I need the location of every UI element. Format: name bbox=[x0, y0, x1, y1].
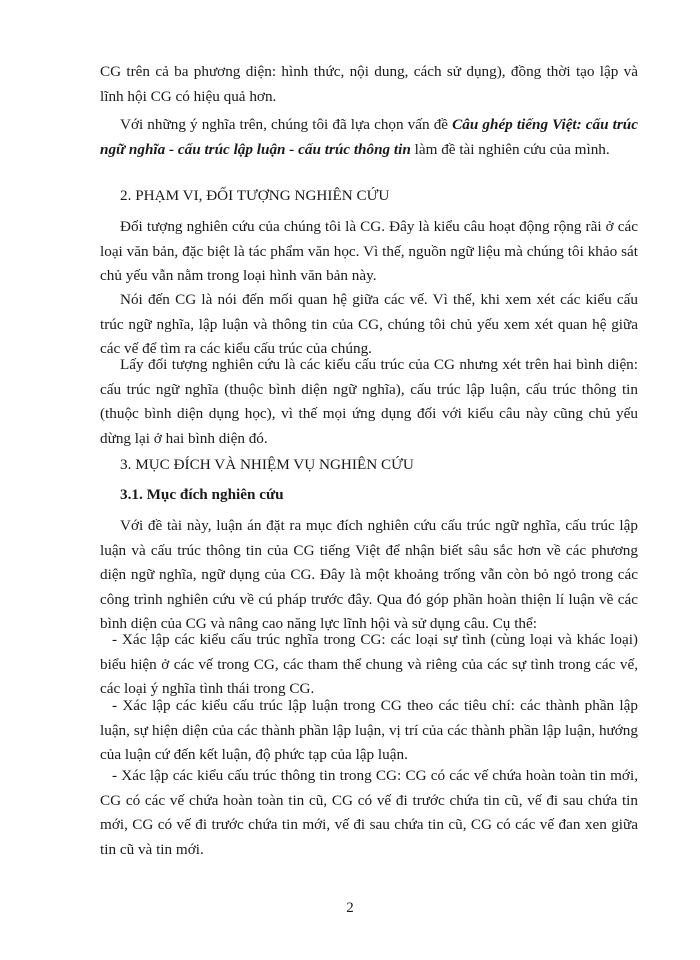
topic-paragraph bbox=[100, 113, 638, 162]
section-3-heading: 3. MỤC ĐÍCH VÀ NHIỆM VỤ NGHIÊN CỨU bbox=[120, 456, 414, 473]
topic-text-before: Với những ý nghĩa trên, chúng tôi đã lựa chọn vấn đề bbox=[120, 116, 453, 133]
page-number: 2 bbox=[346, 900, 354, 916]
list-item: - Xác lập các kiểu cấu trúc lập luận trong CG theo các tiêu chí: các thành phần lập luận, sự hiện diện của các thành phần lập luận, vị trí của các thành phần lập luận, hướng của luận cứ đến kết luận, độ phức tạp của lập luận. bbox=[100, 697, 638, 763]
topic-text-after: làm đề tài nghiên cứu của mình. bbox=[410, 140, 610, 158]
intro-continuation-paragraph: CG trên cả ba phương diện: hình thức, nội dung, cách sử dụng), đồng thời tạo lập và lĩnh hội CG có hiệu quả hơn. bbox=[100, 63, 638, 105]
list-item: - Xác lập các kiểu cấu trúc thông tin trong CG: CG có các vế chứa hoàn toàn tin mới, CG có các vế chứa hoàn toàn tin cũ, CG có vế đi trước chứa tin cũ, vế đi sau chứa tin mới, CG có vế đi trước chứa tin mới, vế đi sau chứa tin cũ, CG có các vế đan xen giữa tin cũ và tin mới. bbox=[100, 767, 638, 858]
section-3-1-paragraph: Với đề tài này, luận án đặt ra mục đích nghiên cứu cấu trúc ngữ nghĩa, cấu trúc lập luận và cấu trúc thông tin của CG tiếng Việt để nhận biết sâu sắc hơn về các phương diện ngữ nghĩa, ngữ dụng của CG. Đây là một khoảng trống vẫn còn bỏ ngỏ trong các công trình nghiên cứu về cú pháp trước đây. Qua đó góp phần hoàn thiện lí luận về các bình diện của CG và nâng cao năng lực lĩnh hội và sử dụng câu. Cụ thể: bbox=[100, 517, 638, 632]
section-2-paragraph-2: Nói đến CG là nói đến mối quan hệ giữa các vế. Vì thế, khi xem xét các kiểu cấu trúc ngữ nghĩa, lập luận và thông tin của CG, chúng tôi chủ yếu xem xét quan hệ giữa các vế để tìm ra các kiểu cấu trúc của chúng. bbox=[100, 291, 638, 357]
section-2-heading: 2. PHẠM VI, ĐỐI TƯỢNG NGHIÊN CỨU bbox=[120, 187, 390, 204]
section-3-1-subheading: 3.1. Mục đích nghiên cứu bbox=[120, 486, 284, 503]
thesis-title-emphasis: Câu ghép tiếng Việt: cấu trúc ngữ nghĩa - cấu trúc lập luận - cấu trúc thông tin bbox=[100, 116, 638, 158]
section-2-paragraph-3: Lấy đối tượng nghiên cứu là các kiểu cấu trúc của CG nhưng xét trên hai bình diện: cấu trúc ngữ nghĩa (thuộc bình diện ngữ nghĩa), cấu trúc lập luận, cấu trúc thông tin (thuộc bình diện dụng học), vì thế mọi ứng dụng đối với kiểu câu này cũng chủ yếu dừng lại ở hai bình diện đó. bbox=[100, 356, 638, 447]
section-2-paragraph-1: Đối tượng nghiên cứu của chúng tôi là CG. Đây là kiểu câu hoạt động rộng rãi ở các loại văn bản, đặc biệt là tác phẩm văn học. Vì thế, nguồn ngữ liệu mà chúng tôi khảo sát chủ yếu vẫn nằm trong loại hình văn bản này. bbox=[100, 218, 638, 284]
list-item: - Xác lập các kiểu cấu trúc nghĩa trong CG: các loại sự tình (cùng loại và khác loại) biểu hiện ở các vế trong CG, các tham thể chung và riêng của các sự tình trong các vế, các loại ý nghĩa tình thái trong CG. bbox=[100, 631, 638, 697]
